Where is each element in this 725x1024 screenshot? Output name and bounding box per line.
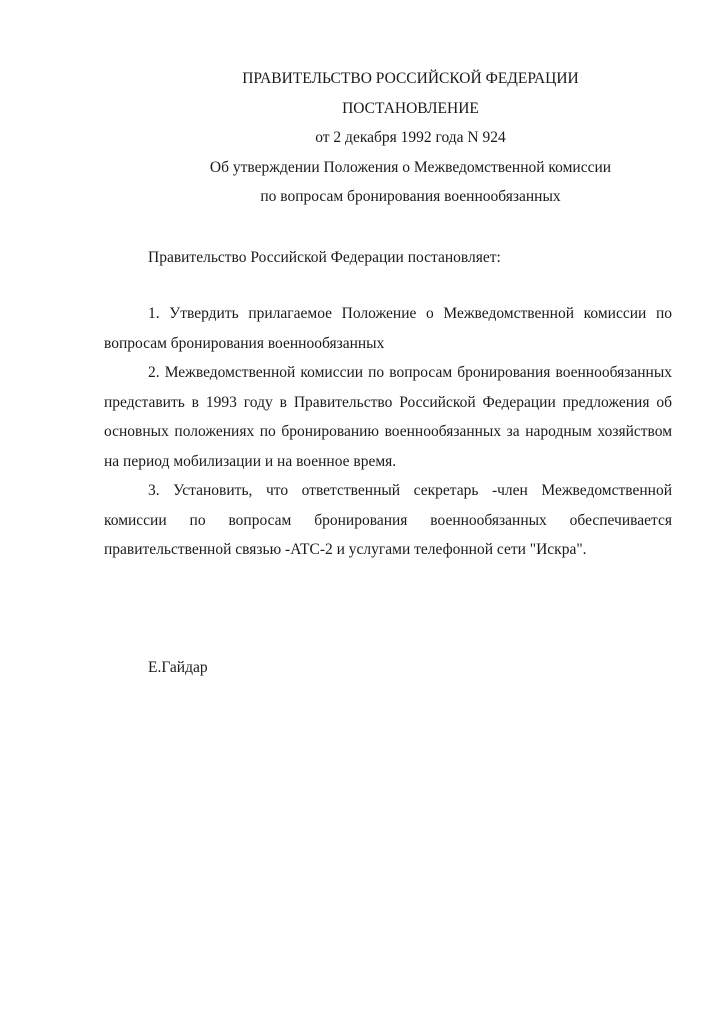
- document-title-line-2: по вопросам бронирования военнообязанных: [260, 188, 561, 205]
- document-type: ПОСТАНОВЛЕНИЕ: [342, 99, 479, 117]
- government-heading: ПРАВИТЕЛЬСТВО РОССИЙСКОЙ ФЕДЕРАЦИИ: [242, 70, 579, 87]
- document-header: [0, 64, 725, 212]
- paragraph-2: 2. Межведомственной комиссии по вопросам бронирования военнообязанных представить в 1993 году в Правительство Российской Федерации предложения об основных положениях по бронированию военнообязанных за народным хозяйством на период мобилизации и на военное время.: [104, 364, 672, 470]
- paragraph-1: 1. Утвердить прилагаемое Положение о Межведомственной комиссии по вопросам бронирования военнообязанных: [104, 305, 672, 352]
- document-title-line-1: Об утверждении Положения о Межведомственной комиссии: [209, 158, 612, 176]
- document-body: [104, 299, 672, 565]
- paragraph-3: 3. Установить, что ответственный секретарь -член Межведомственной комиссии по вопросам бронирования военнообязанных обеспечивается правительственной связью -АТС-2 и услугами телефонной сети "Искра".: [104, 482, 672, 558]
- signature: Е.Гайдар: [148, 659, 208, 676]
- document-date-number: от 2 декабря 1992 года N 924: [315, 129, 506, 146]
- preamble: Правительство Российской Федерации постановляет:: [148, 249, 501, 266]
